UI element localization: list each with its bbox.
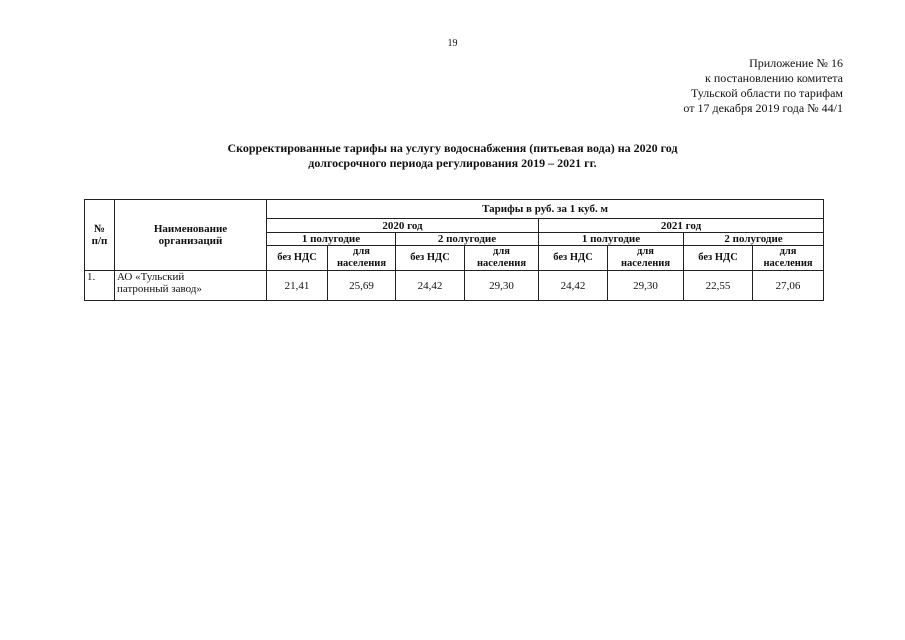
half-year-header: 2 полугодие	[396, 233, 539, 246]
organization-name-line: АО «Тульский	[117, 271, 185, 283]
appendix-line: Приложение № 16	[749, 56, 843, 70]
subcolumn-header-without-vat	[684, 246, 753, 271]
subcolumn-header-without-vat	[267, 246, 328, 271]
tariff-value: 29,30	[465, 271, 539, 301]
appendix-line: от 17 декабря 2019 года № 44/1	[683, 101, 843, 115]
header-text: для	[493, 246, 510, 257]
tariff-value: 29,30	[608, 271, 684, 301]
appendix-block	[683, 56, 843, 116]
subcolumn-header-for-population	[465, 246, 539, 271]
year-header-2020: 2020 год	[267, 219, 539, 233]
title-line: долгосрочного периода регулирования 2019 – 2021 гг.	[308, 156, 597, 170]
name-column-header	[115, 200, 267, 271]
subcolumn-header-for-population	[753, 246, 824, 271]
header-text: населения	[476, 258, 527, 269]
tariff-value: 25,69	[328, 271, 396, 301]
tariff-value: 21,41	[267, 271, 328, 301]
header-text: населения	[620, 258, 671, 269]
subcolumn-header-for-population	[328, 246, 396, 271]
half-year-header: 1 полугодие	[267, 233, 396, 246]
year-header-2021: 2021 год	[539, 219, 824, 233]
header-text: населения	[336, 258, 387, 269]
header-text: для	[637, 246, 654, 257]
header-text: организаций	[158, 235, 223, 247]
appendix-line: к постановлению комитета	[705, 71, 843, 85]
title-line: Скорректированные тарифы на услугу водоснабжения (питьевая вода) на 2020 год	[227, 141, 678, 155]
subcolumn-header-without-vat	[396, 246, 465, 271]
document-title	[0, 141, 905, 171]
header-text: Наименование	[153, 223, 228, 235]
page-number: 19	[447, 38, 458, 49]
tariff-value: 24,42	[396, 271, 465, 301]
number-column-header	[85, 200, 115, 271]
row-number: 1.	[85, 271, 115, 301]
header-text: для	[779, 246, 797, 257]
header-text: без НДС	[553, 252, 593, 263]
table-row	[85, 271, 824, 301]
header-text: без НДС	[277, 252, 317, 263]
header-text: №	[93, 223, 106, 235]
tariff-group-header: Тарифы в руб. за 1 куб. м	[267, 200, 824, 219]
tariff-value: 22,55	[684, 271, 753, 301]
header-text: п/п	[91, 235, 108, 247]
table-header-row	[85, 200, 824, 219]
tariff-value: 24,42	[539, 271, 608, 301]
organization-name-line: патронный завод»	[117, 283, 202, 295]
header-text: без НДС	[698, 252, 738, 263]
header-text: для	[353, 246, 370, 257]
half-year-header: 1 полугодие	[539, 233, 684, 246]
half-year-header: 2 полугодие	[684, 233, 824, 246]
tariff-value: 27,06	[753, 271, 824, 301]
organization-name	[115, 271, 267, 301]
appendix-line: Тульской области по тарифам	[690, 86, 843, 100]
header-text: без НДС	[410, 252, 450, 263]
subcolumn-header-without-vat	[539, 246, 608, 271]
subcolumn-header-for-population	[608, 246, 684, 271]
header-text: населения	[763, 258, 813, 269]
tariff-table	[84, 199, 824, 301]
